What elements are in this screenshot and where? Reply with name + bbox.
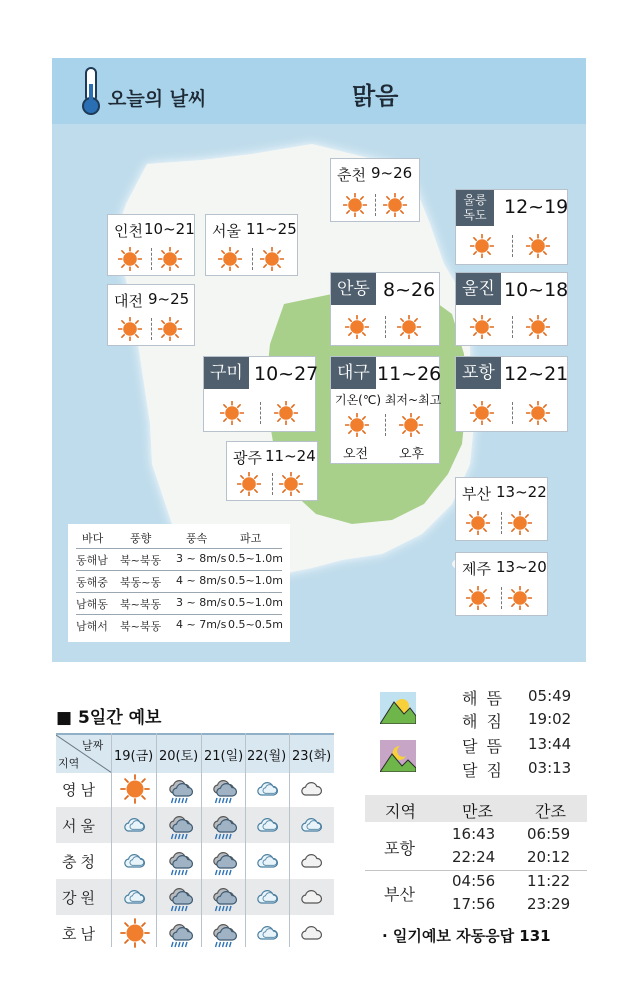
forecast-cell	[165, 810, 195, 844]
sun-icon	[399, 413, 423, 437]
sun-icon-wrap	[466, 511, 490, 535]
forecast-row: 호남	[56, 915, 334, 951]
forecast-cell	[253, 846, 283, 880]
forecast-cell	[165, 882, 195, 916]
sun-icon-wrap	[508, 511, 532, 535]
corner-date-label: 날짜	[82, 739, 104, 752]
sea-header-direction: 풍향	[130, 532, 152, 545]
page-title: 오늘의 날씨	[108, 88, 207, 110]
am-pm-divider	[151, 318, 152, 340]
partly-cloudy-icon	[253, 846, 283, 876]
sun-icon	[345, 413, 369, 437]
forecast-row: 충청	[56, 843, 334, 879]
tide-low-time: 20:12	[527, 848, 571, 866]
am-pm-divider	[512, 235, 513, 257]
legend-pm: 오후	[399, 447, 425, 462]
sea-row: 남해서 북~북동 4 ~ 7m/s 0.5~0.5m	[76, 614, 282, 635]
sun-icon-wrap	[383, 193, 407, 217]
forecast-day: 23(화)	[292, 749, 332, 764]
sea-header-wave: 파고	[240, 532, 262, 545]
forecast-table	[56, 733, 334, 947]
cloud-rain-icon	[209, 846, 239, 876]
sun-icon-wrap	[470, 401, 494, 425]
cloud-rain-icon	[165, 918, 195, 948]
sun-icon	[383, 193, 407, 217]
tide-low-time: 06:59	[527, 825, 571, 843]
cloud-rain-icon	[165, 846, 195, 876]
tide-header-high: 만조	[462, 802, 493, 821]
sea-row: 남해동 북~북동 3 ~ 8m/s 0.5~1.0m	[76, 592, 282, 613]
sun-icon-wrap	[345, 315, 369, 339]
city-daegu: 대구 11~26 기온(℃) 최저~최고 오전 오후	[330, 356, 440, 464]
tide-high-time: 17:56	[452, 895, 496, 913]
column-divider	[201, 733, 202, 947]
city-seoul: 서울 11~25	[205, 214, 298, 276]
forecast-day: 20(토)	[159, 749, 199, 764]
sun-icon	[470, 234, 494, 258]
sun-icon-wrap	[466, 586, 490, 610]
tide-header-low: 간조	[535, 802, 566, 821]
sun-icon	[237, 472, 261, 496]
cloud-rain-icon	[209, 810, 239, 840]
forecast-cell	[253, 774, 283, 808]
forecast-cell	[209, 882, 239, 916]
tide-header-region: 지역	[385, 802, 416, 821]
tide-low-time: 11:22	[527, 872, 571, 890]
sun-icon	[274, 401, 298, 425]
city-chuncheon: 춘천 9~26	[330, 158, 420, 222]
city-gumi: 구미 10~27	[203, 356, 316, 432]
forecast-cell	[297, 810, 327, 844]
forecast-cell	[209, 918, 239, 952]
column-divider	[289, 733, 290, 947]
forecast-title: ■ 5일간 예보	[56, 708, 162, 728]
sun-icon	[158, 247, 182, 271]
sunset-label: 해 짐	[462, 712, 504, 731]
forecast-cell	[209, 774, 239, 808]
sun-icon	[526, 401, 550, 425]
am-pm-divider	[385, 316, 386, 338]
sea-row: 동해남 북~북동 3 ~ 8m/s 0.5~1.0m	[76, 548, 282, 569]
sun-icon	[120, 774, 150, 804]
forecast-day: 19(금)	[114, 749, 154, 764]
sun-icon	[118, 317, 142, 341]
partly-cloudy-icon	[253, 882, 283, 912]
sun-icon-wrap	[526, 315, 550, 339]
forecast-cell	[120, 810, 150, 844]
tide-high-time: 04:56	[452, 872, 496, 890]
sun-icon-wrap	[220, 401, 244, 425]
sun-icon	[526, 315, 550, 339]
sunrise-label: 해 뜸	[462, 689, 504, 708]
sunrise-time: 05:49	[528, 687, 572, 705]
city-uljin: 울진 10~18	[455, 272, 568, 346]
thermometer-icon	[80, 66, 102, 116]
forecast-cell	[165, 918, 195, 952]
partly-cloudy-icon	[120, 810, 150, 840]
sun-moon-times	[380, 686, 590, 786]
column-divider	[156, 733, 157, 947]
sun-icon-wrap	[158, 247, 182, 271]
sun-icon-wrap	[343, 193, 367, 217]
forecast-cell	[120, 774, 150, 808]
am-pm-divider	[501, 587, 502, 609]
cloud-icon	[297, 882, 327, 912]
city-pohang: 포항 12~21	[455, 356, 568, 432]
am-pm-divider	[252, 248, 253, 270]
forecast-row: 서울	[56, 807, 334, 843]
column-divider	[111, 733, 112, 947]
sun-icon	[345, 315, 369, 339]
sun-icon	[120, 918, 150, 948]
forecast-cell	[297, 882, 327, 916]
forecast-cell	[253, 918, 283, 952]
sea-header-sea: 바다	[82, 532, 104, 545]
forecast-cell	[120, 846, 150, 880]
forecast-row: 강원	[56, 879, 334, 915]
sunrise-mountain-icon	[380, 692, 416, 724]
partly-cloudy-icon	[297, 810, 327, 840]
sun-icon	[466, 586, 490, 610]
sun-icon	[508, 586, 532, 610]
city-jeju: 제주 13~20	[455, 552, 548, 616]
sun-icon	[158, 317, 182, 341]
sun-icon-wrap	[399, 413, 423, 437]
forecast-cell	[297, 774, 327, 808]
cloud-icon	[297, 846, 327, 876]
forecast-cell	[120, 882, 150, 916]
forecast-header	[56, 733, 334, 773]
forecast-day: 21(일)	[204, 749, 244, 764]
city-andong: 안동 8~26	[330, 272, 440, 346]
auto-response-info: · 일기예보 자동응답 131	[382, 927, 551, 945]
tide-high-time: 22:24	[452, 848, 496, 866]
sun-icon	[526, 234, 550, 258]
sun-icon-wrap	[470, 234, 494, 258]
sea-row: 동해중 북동~동 4 ~ 8m/s 0.5~1.0m	[76, 570, 282, 591]
sun-icon-wrap	[260, 247, 284, 271]
city-ulleung-dokdo: 울릉 독도 12~19	[455, 189, 568, 265]
sun-icon-wrap	[237, 472, 261, 496]
sun-icon-wrap	[508, 586, 532, 610]
cloud-icon	[297, 774, 327, 804]
sun-icon	[218, 247, 242, 271]
tide-separator	[365, 870, 587, 871]
legend-am: 오전	[343, 447, 369, 462]
sun-icon-wrap	[118, 317, 142, 341]
am-pm-divider	[501, 512, 502, 534]
city-busan: 부산 13~22	[455, 477, 548, 541]
cloud-rain-icon	[165, 882, 195, 912]
tide-header	[365, 795, 587, 822]
sun-icon-wrap	[397, 315, 421, 339]
forecast-day: 22(월)	[247, 749, 287, 764]
forecast-cell	[297, 918, 327, 952]
am-pm-divider	[512, 316, 513, 338]
cloud-rain-icon	[165, 774, 195, 804]
am-pm-divider	[272, 473, 273, 495]
tide-city: 포항	[384, 839, 415, 858]
partly-cloudy-icon	[120, 882, 150, 912]
tide-city: 부산	[384, 885, 415, 904]
map-header	[52, 58, 586, 124]
am-pm-divider	[151, 248, 152, 270]
sun-icon	[466, 511, 490, 535]
moonrise-label: 달 뜸	[462, 737, 504, 756]
sun-icon-wrap	[526, 401, 550, 425]
forecast-row: 영남	[56, 771, 334, 807]
forecast-cell	[120, 918, 150, 952]
temp-legend-label: 기온(℃) 최저~최고	[335, 393, 442, 407]
partly-cloudy-icon	[253, 918, 283, 948]
sun-icon-wrap	[274, 401, 298, 425]
cloud-rain-icon	[209, 882, 239, 912]
partly-cloudy-icon	[253, 774, 283, 804]
forecast-cell	[165, 846, 195, 880]
cloud-rain-icon	[209, 918, 239, 948]
sun-icon	[260, 247, 284, 271]
sun-icon	[470, 315, 494, 339]
forecast-cell	[165, 774, 195, 808]
tide-low-time: 23:29	[527, 895, 571, 913]
sea-header-speed: 풍속	[186, 532, 208, 545]
city-incheon: 인천 10~21	[107, 214, 195, 276]
forecast-cell	[253, 810, 283, 844]
tide-high-time: 16:43	[452, 825, 496, 843]
ulleung-tag: 울릉 독도	[456, 190, 494, 226]
sea-table	[68, 524, 290, 642]
sun-icon-wrap	[279, 472, 303, 496]
am-pm-divider	[385, 414, 386, 436]
sun-icon	[508, 511, 532, 535]
moonrise-time: 13:44	[528, 735, 572, 753]
cloud-rain-icon	[165, 810, 195, 840]
sun-icon	[343, 193, 367, 217]
forecast-cell	[209, 846, 239, 880]
moonset-time: 03:13	[528, 759, 572, 777]
today-condition: 맑음	[352, 82, 399, 110]
corner-region-label: 지역	[58, 757, 80, 770]
am-pm-divider	[512, 402, 513, 424]
cloud-icon	[297, 918, 327, 948]
sun-icon	[397, 315, 421, 339]
moonset-label: 달 짐	[462, 761, 504, 780]
partly-cloudy-icon	[120, 846, 150, 876]
sunset-time: 19:02	[528, 710, 572, 728]
sun-icon	[118, 247, 142, 271]
forecast-cell	[209, 810, 239, 844]
sun-icon-wrap	[526, 234, 550, 258]
sun-icon	[220, 401, 244, 425]
forecast-cell	[297, 846, 327, 880]
column-divider	[245, 733, 246, 947]
am-pm-divider	[375, 194, 376, 216]
moonrise-mountain-icon	[380, 740, 416, 772]
sun-icon-wrap	[118, 247, 142, 271]
sun-icon	[470, 401, 494, 425]
sun-icon	[279, 472, 303, 496]
forecast-cell	[253, 882, 283, 916]
partly-cloudy-icon	[253, 810, 283, 840]
sun-icon-wrap	[218, 247, 242, 271]
sun-icon-wrap	[470, 315, 494, 339]
city-daejeon: 대전 9~25	[107, 284, 195, 346]
city-gwangju: 광주 11~24	[226, 441, 318, 501]
sun-icon-wrap	[345, 413, 369, 437]
cloud-rain-icon	[209, 774, 239, 804]
am-pm-divider	[260, 402, 261, 424]
sun-icon-wrap	[158, 317, 182, 341]
